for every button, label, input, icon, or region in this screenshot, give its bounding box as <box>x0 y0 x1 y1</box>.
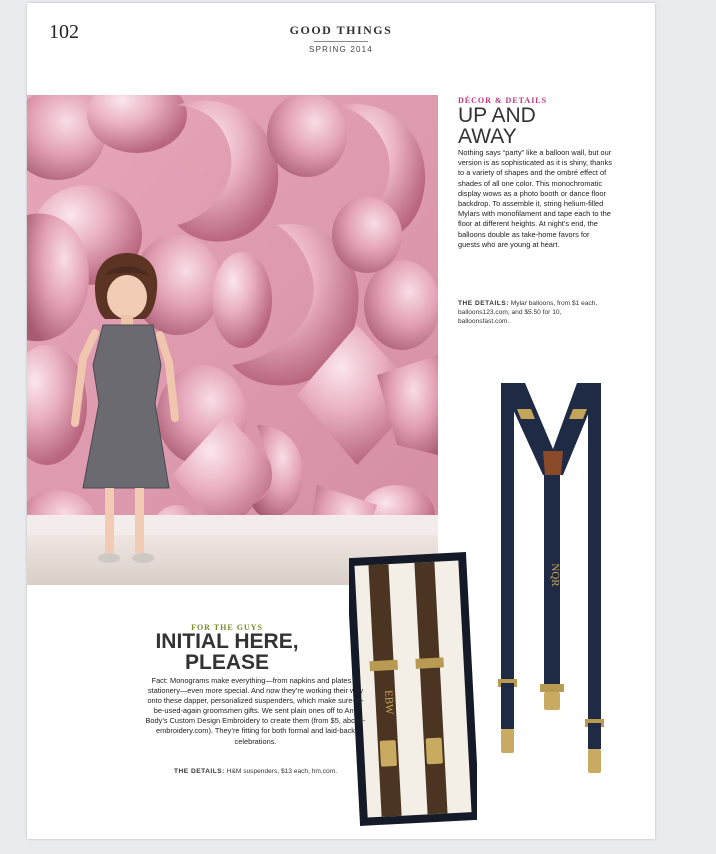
issue-date: SPRING 2014 <box>309 45 373 54</box>
navy-monogram: NQR <box>549 563 561 587</box>
decor-kicker: DÉCOR & DETAILS <box>458 96 548 105</box>
suspenders-article-body: Fact: Monograms make everything—from napkins and plates to stationery—even more special. And now they’re working their way onto these dapper, personalized suspenders, which make sure-to-be-used-again groomsmen gifts. We sent plain ones off to Any Body’s Custom Design Embroidery to create them (from $5, abcde-embroidery.com). They’re fitting for both formal and laid-back celebrations. <box>145 676 366 746</box>
guys-kicker: FOR THE GUYS <box>191 623 263 632</box>
masthead <box>27 23 655 54</box>
balloon-details: THE DETAILS: Mylar balloons, from $1 each, balloons123.com, and $5.50 for 10, balloonsfast.com. <box>458 300 598 325</box>
magazine-page <box>27 3 655 839</box>
balloon-article-body: Nothing says “party” like a balloon wall, but our version is as sophisticated as it is shiny, thanks to a variety of shapes and the ombré effect of shades of all one color. This monochromatic display wows as a photo booth or dance floor backdrop. To assemble it, string helium-filled Mylars with monofilament and tape each to the floor at different heights. At night’s end, the balloons double as take-home favors for guests who are young at heart. <box>458 148 612 249</box>
headline-initial-here: INITIAL HERE, PLEASE <box>155 630 299 674</box>
girl-figure <box>65 253 185 583</box>
suspenders-details: THE DETAILS: H&M suspenders, $13 each, hm.com. <box>173 768 338 775</box>
page-number: 102 <box>49 21 79 43</box>
brown-suspenders-box-image <box>349 551 477 827</box>
magazine-title: GOOD THINGS <box>289 23 393 37</box>
headline-up-and-away: UP AND AWAY <box>458 104 536 148</box>
navy-suspenders-image <box>495 379 607 783</box>
brown-monogram: EBW <box>382 689 396 715</box>
masthead-rule <box>314 41 368 42</box>
balloon-wall-photo <box>27 95 438 585</box>
